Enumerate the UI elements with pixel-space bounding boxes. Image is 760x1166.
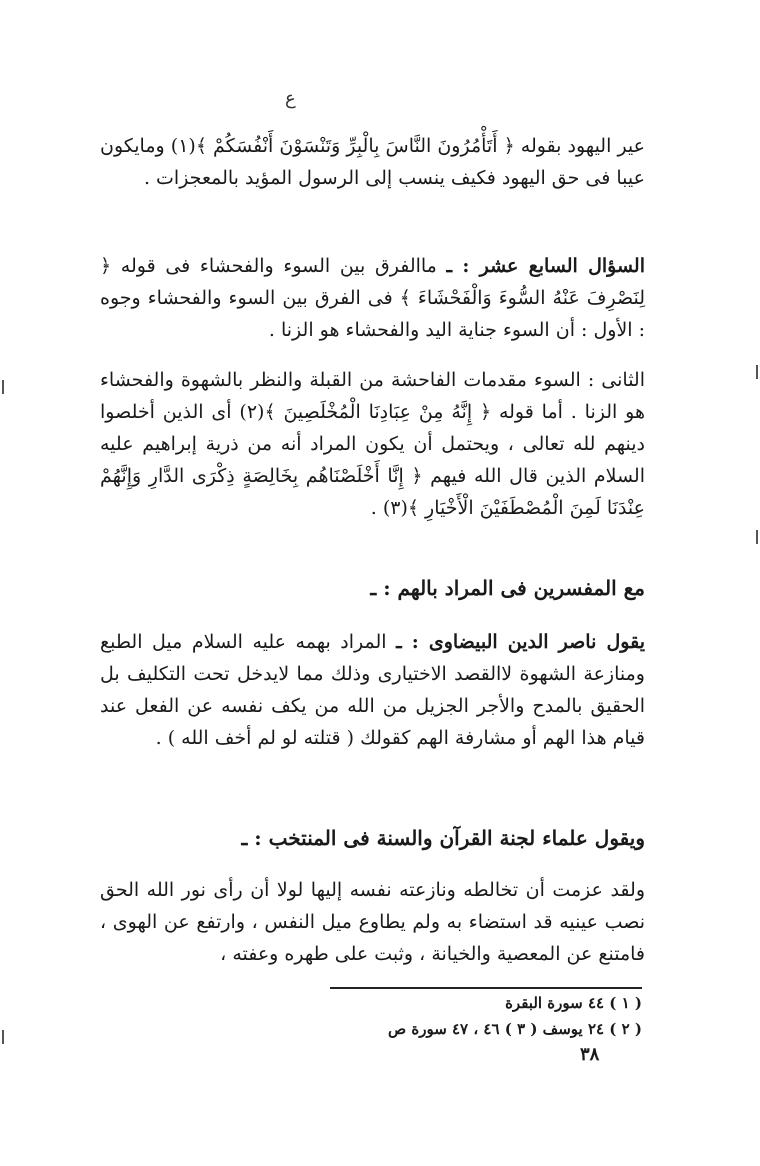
paragraph-question-17 xyxy=(100,250,645,346)
baidawi-text: المراد بهمه عليه السلام ميل الطبع ومنازعة الشهوة لاالقصد الاختيارى وذلك مما لايدخل تحت التكليف بل الحقيق بالمدح والأجر الجزيل من الله من يكف نفسه عن الفعل عند قيام هذا الهم أو مشارفة الهم كقولك ( قتلته لو لم أخف الله ) . xyxy=(100,631,645,749)
footnote-2: ( ٢ ) ٢٤ يوسف ( ٣ ) ٤٦ ، ٤٧ سورة ص xyxy=(387,1020,642,1038)
scan-edge-mark xyxy=(2,380,4,394)
scan-edge-mark xyxy=(2,1030,4,1044)
paragraph-3: الثانى : السوء مقدمات الفاحشة من القبلة والنظر بالشهوة والفحشاء هو الزنا . أما قوله ﴿ إِنَّهُ مِنْ عِبَادِنَا الْمُخْلَصِينَ ﴾(٢) أى الذين أخلصوا دينهم لله تعالى ، ويحتمل أن يكون المراد أنه من ذرية إبراهيم عليه السلام الذين قال الله فيهم ﴿ إِنَّا أَخْلَصْنَاهُم بِخَالِصَةٍ ذِكْرَى الدَّارِ وَإِنَّهُمْ عِنْدَنَا لَمِنَ الْمُصْطَفَيْنَ الْأَخْيَارِ ﴾(٣) . xyxy=(100,369,645,519)
scan-edge-mark xyxy=(756,365,758,379)
baidawi-name: يقول ناصر الدين البيضاوى : ـ xyxy=(396,631,645,653)
page-number: ٣٨ xyxy=(580,1044,600,1065)
section-heading-muntakhab: ويقول علماء لجنة القرآن والسنة فى المنتخب : ـ xyxy=(241,826,645,850)
footnote-separator xyxy=(330,987,642,989)
question-17-title: السؤال السابع عشر : ـ xyxy=(446,255,646,277)
header-mark: ع xyxy=(285,88,296,109)
paragraph-1: عير اليهود بقوله ﴿ أَتَأْمُرُونَ النَّاسَ بِالْبِرِّ وَتَنْسَوْنَ أَنْفُسَكُمْ ﴾(١) ومايكون عيبا فى حق اليهود فكيف ينسب إلى الرسول المؤيد بالمعجزات . xyxy=(100,135,645,189)
section-heading-mufassirin: مع المفسرين فى المراد بالهم : ـ xyxy=(370,576,645,600)
scan-edge-mark xyxy=(756,530,758,544)
footnote-1: ( ١ ) ٤٤ سورة البقرة xyxy=(505,994,642,1012)
question-17-text: ماالفرق بين السوء والفحشاء فى قوله ﴿ لِنَصْرِفَ عَنْهُ السُّوءَ وَالْفَحْشَاءَ ﴾ فى الفرق بين السوء والفحشاء وجوه : الأول : أن السوء جناية اليد والفحشاء هو الزنا . xyxy=(100,255,645,341)
paragraph-baidawi xyxy=(100,626,645,754)
paragraph-5: ولقد عزمت أن تخالطه ونازعته نفسه إليها لولا أن رأى نور الله الحق نصب عينيه قد استضاء به ولم يطاوع ميل النفس ، وارتفع عن الهوى ، فامتنع عن المعصية والخيانة ، وثبت على طهره وعفته ، xyxy=(100,879,645,965)
